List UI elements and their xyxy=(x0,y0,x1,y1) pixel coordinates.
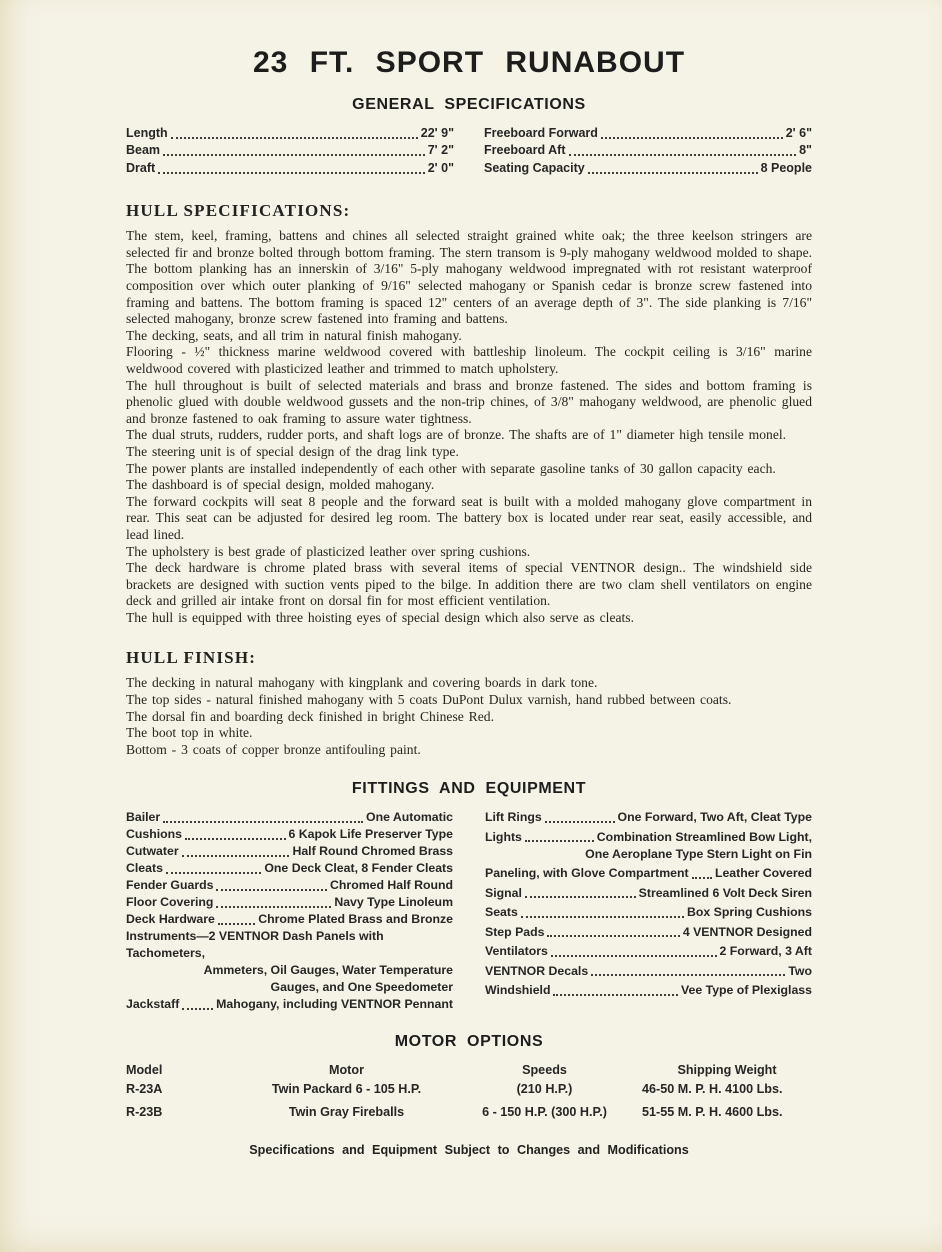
hull-spec-paragraph: The deck hardware is chrome plated brass with several items of special VENTNOR design.. The windshield side brackets are designed with suction vents piped to the bilge. In addition there are two clam shell ventilators on engine deck and grilled air intake front on dorsal fin for most efficient ventilation. xyxy=(126,560,812,609)
column-header-shipping-weight: Shipping Weight xyxy=(677,1063,777,1078)
fitting-label: Ventilators xyxy=(485,944,548,959)
dotted-leader xyxy=(216,906,331,908)
spec-row-freeboard-aft xyxy=(484,142,812,159)
fitting-value: Leather Covered xyxy=(714,866,812,881)
spec-label: Freeboard Forward xyxy=(484,126,598,140)
fitting-value: Half Round Chromed Brass xyxy=(292,844,453,859)
fitting-label: Paneling, with Glove Compartment xyxy=(485,866,689,881)
fitting-row-ventilators xyxy=(485,943,812,960)
column-header-speeds: Speeds xyxy=(522,1063,567,1078)
fitting-row-ventnor-decals xyxy=(485,963,812,980)
dotted-leader xyxy=(182,1008,213,1010)
hull-spec-paragraph: The stem, keel, framing, battens and chines all selected straight grained white oak; the three keelson stringers are selected fir and bronze bolted through bottom framing. The stern transom is 9-ply mahogany weldwood molded to shape. The bottom planking has an innerskin of 3/16" 5-ply mahogany weldwood impregnated with rot resistant waterproof composition over which outer planking of 9/16" selected mahogany or Spanish cedar is bronze screw fastened into framing and battens. The bottom framing is spaced 12" centers of an average depth of 3". The side planking is 7/16" selected mahogany, bronze screw fastened into framing and battens. xyxy=(126,228,812,327)
fittings-right-column xyxy=(485,809,812,1013)
dotted-leader xyxy=(166,872,261,874)
spec-label: Seating Capacity xyxy=(484,160,585,175)
fitting-label: Fender Guards xyxy=(126,878,214,893)
hull-spec-paragraph: The hull is equipped with three hoisting eyes of special design which also serve as cleats. xyxy=(126,609,634,625)
fitting-label: Signal xyxy=(485,885,522,900)
dotted-leader xyxy=(158,172,425,174)
fitting-value: Vee Type of Plexiglass xyxy=(680,983,812,998)
hull-spec-paragraph: Flooring - ½" thickness marine weldwood covered with battleship linoleum. The cockpit ceiling is 3/16" marine weldwood covered with plasticized leather and trimmed to match upholstery. xyxy=(126,344,812,376)
fitting-label: Cutwater xyxy=(126,844,179,859)
dotted-leader xyxy=(218,923,255,925)
motor-line: Twin Gray Fireballs xyxy=(288,1105,405,1120)
fitting-value: Box Spring Cushions xyxy=(686,905,812,920)
page-title: 23 FT. SPORT RUNABOUT xyxy=(252,46,686,79)
dotted-leader xyxy=(185,838,285,840)
hull-spec-paragraph: The decking, seats, and all trim in natural finish mahogany. xyxy=(126,327,462,343)
fitting-row-lift-rings xyxy=(485,809,812,826)
dotted-leader xyxy=(569,154,797,156)
motor-options-heading: MOTOR OPTIONS xyxy=(394,1033,544,1051)
fitting-label: Lift Rings xyxy=(485,810,542,825)
fitting-label: VENTNOR Decals xyxy=(485,963,589,978)
hull-spec-paragraph: The hull throughout is built of selected materials and brass and bronze fastened. The sides and bottom framing is phenolic glued with double weldwood gussets and the non-trip chines, of 3/8" mahogany weldwood, are phenolic glued and bronze fastened to oak framing to assure water tightness. xyxy=(126,377,812,426)
motor-option-row-r23b: R-23B Twin Gray Fireballs 6 - 150 H.P. (300 H.P.) 51-55 M. P. H. 4600 Lbs. xyxy=(126,1105,783,1120)
fitting-row-windshield xyxy=(485,982,812,999)
instruments-line: Gauges, and One Speedometer xyxy=(270,980,453,995)
general-specs-list xyxy=(126,125,812,177)
dotted-leader xyxy=(601,137,783,139)
general-specs-left-column xyxy=(126,125,454,177)
dotted-leader xyxy=(553,994,678,996)
fitting-row-paneling xyxy=(485,865,812,882)
fitting-label: Seats xyxy=(485,905,518,920)
spec-value: 7' 2" xyxy=(427,143,454,158)
spec-value: 2' 0" xyxy=(427,160,454,175)
fitting-value: Chrome Plated Brass and Bronze xyxy=(258,912,453,927)
fitting-row-fender-guards xyxy=(126,877,453,894)
hull-finish-paragraph: The dorsal fin and boarding deck finished in bright Chinese Red. xyxy=(126,708,494,724)
hull-specifications-heading: HULL SPECIFICATIONS: xyxy=(126,201,351,221)
dotted-leader xyxy=(551,955,717,957)
fitting-label: Deck Hardware xyxy=(126,912,215,927)
fitting-value: 2 Forward, 3 Aft xyxy=(719,944,812,959)
fitting-value: Chromed Half Round xyxy=(330,878,453,893)
general-specs-right-column xyxy=(484,125,812,177)
dotted-leader xyxy=(588,172,758,174)
spec-row-freeboard-forward xyxy=(484,125,812,142)
fitting-row-cutwater xyxy=(126,843,453,860)
spec-row-draft xyxy=(126,160,454,177)
disclaimer-text: Specifications and Equipment Subject to Changes and Modifications xyxy=(249,1142,689,1157)
motor-line: Twin Packard 6 - 105 H.P. xyxy=(271,1081,422,1096)
spec-row-beam xyxy=(126,142,454,159)
spec-value: 8" xyxy=(799,143,812,158)
dotted-leader xyxy=(525,896,636,898)
fittings-list xyxy=(126,809,812,1013)
general-specs-heading: GENERAL SPECIFICATIONS xyxy=(352,96,586,113)
fitting-row-bailer xyxy=(126,809,453,826)
fitting-row-cleats xyxy=(126,860,453,877)
dotted-leader xyxy=(521,916,684,918)
hull-spec-paragraph: The upholstery is best grade of plasticized leather over spring cushions. xyxy=(126,543,531,559)
fitting-value: One Automatic xyxy=(366,810,453,825)
fitting-value: Mahogany, including VENTNOR Pennant xyxy=(216,997,453,1012)
fitting-row-deck-hardware xyxy=(126,911,453,928)
dotted-leader xyxy=(171,137,418,139)
fitting-label: Lights xyxy=(485,829,522,844)
hull-spec-paragraph: The steering unit is of special design of the drag link type. xyxy=(126,443,459,459)
fitting-label: Bailer xyxy=(126,810,161,825)
fitting-row-signal xyxy=(485,885,812,902)
spec-label: Freeboard Aft xyxy=(484,143,566,158)
dotted-leader xyxy=(163,154,425,156)
column-header-motor: Motor xyxy=(329,1063,364,1078)
fitting-value: Combination Streamlined Bow Light, xyxy=(596,829,812,844)
spec-label: Beam xyxy=(126,143,161,158)
dotted-leader xyxy=(591,974,785,976)
dotted-leader xyxy=(545,821,615,823)
spec-value: 8 People xyxy=(760,160,812,175)
fitting-value: Navy Type Linoleum xyxy=(334,895,453,910)
motor-options-header-row xyxy=(126,1062,812,1079)
fitting-label: Windshield xyxy=(485,983,551,998)
motor-option-row-r23a: R-23A Twin Packard 6 - 105 H.P. (210 H.P.) 46-50 M. P. H. 4100 Lbs. xyxy=(126,1081,783,1096)
fitting-label: Floor Covering xyxy=(126,895,214,910)
fitting-row-cushions xyxy=(126,826,453,843)
motor-line: 6 - 150 H.P. (300 H.P.) xyxy=(482,1105,607,1120)
dotted-leader xyxy=(525,840,594,842)
fitting-row-step-pads xyxy=(485,924,812,941)
fitting-row-lights xyxy=(485,829,812,846)
dotted-leader xyxy=(216,889,327,891)
dotted-leader xyxy=(547,935,679,937)
spec-row-length xyxy=(126,125,454,142)
fittings-left-column xyxy=(126,809,453,1013)
fitting-label: Jackstaff xyxy=(126,997,180,1012)
dotted-leader xyxy=(692,877,712,879)
hull-finish-heading: HULL FINISH: xyxy=(126,648,257,668)
dotted-leader xyxy=(163,821,363,823)
spec-label: Draft xyxy=(126,160,156,175)
hull-spec-paragraph: The forward cockpits will seat 8 people and the forward seat is built with a molded mahogany glove compartment in rear. This seat can be adjusted for desired leg room. The battery box is located under rear seat, easily accessible, and lead lined. xyxy=(126,493,812,542)
fitting-value: 4 VENTNOR Designed xyxy=(682,924,812,939)
spec-row-seating-capacity xyxy=(484,160,812,177)
spec-value: 2' 6" xyxy=(785,126,812,140)
hull-finish-paragraph: The boot top in white. xyxy=(126,725,253,741)
fitting-label: Step Pads xyxy=(485,924,545,939)
fitting-label: Cushions xyxy=(126,827,183,842)
fitting-row-seats xyxy=(485,904,812,921)
hull-spec-paragraph: The dashboard is of special design, molded mahogany. xyxy=(126,477,435,493)
fitting-value: 6 Kapok Life Preserver Type xyxy=(288,827,453,842)
hull-finish-body xyxy=(126,675,812,758)
hull-specifications-body xyxy=(126,228,812,626)
hull-finish-paragraph: The decking in natural mahogany with kingplank and covering boards in dark tone. xyxy=(126,675,598,691)
fitting-row-lights-continuation: One Aeroplane Type Stern Light on Fin xyxy=(585,846,812,861)
fitting-value: Streamlined 6 Volt Deck Siren xyxy=(638,885,812,900)
fitting-row-floor-covering xyxy=(126,894,453,911)
fitting-value: One Deck Cleat, 8 Fender Cleats xyxy=(264,861,453,876)
column-header-model: Model xyxy=(126,1063,163,1078)
hull-finish-paragraph: Bottom - 3 coats of copper bronze antifouling paint. xyxy=(126,741,421,757)
fitting-row-instruments xyxy=(126,928,453,996)
hull-spec-paragraph: The power plants are installed independently of each other with separate gasoline tanks of 30 gallon capacity each. xyxy=(126,460,776,476)
spec-label: Length xyxy=(126,126,168,140)
fitting-label: Cleats xyxy=(126,861,163,876)
fitting-value: Two xyxy=(788,963,812,978)
spec-value: 22' 9" xyxy=(420,126,454,140)
instruments-line: Ammeters, Oil Gauges, Water Temperature xyxy=(203,963,453,978)
instruments-line: Instruments—2 VENTNOR Dash Panels with Tachometers, xyxy=(126,929,384,961)
hull-spec-paragraph: The dual struts, rudders, rudder ports, and shaft logs are of bronze. The shafts are of 1" diameter high tensile monel. xyxy=(126,427,787,443)
fitting-value: One Forward, Two Aft, Cleat Type xyxy=(617,810,812,825)
fittings-heading: FITTINGS AND EQUIPMENT xyxy=(351,780,587,798)
fitting-row-jackstaff xyxy=(126,996,453,1013)
motor-line: (210 H.P.) xyxy=(516,1081,573,1096)
hull-finish-paragraph: The top sides - natural finished mahogany with 5 coats DuPont Dulux varnish, hand rubbed between coats. xyxy=(126,692,732,708)
dotted-leader xyxy=(182,855,290,857)
